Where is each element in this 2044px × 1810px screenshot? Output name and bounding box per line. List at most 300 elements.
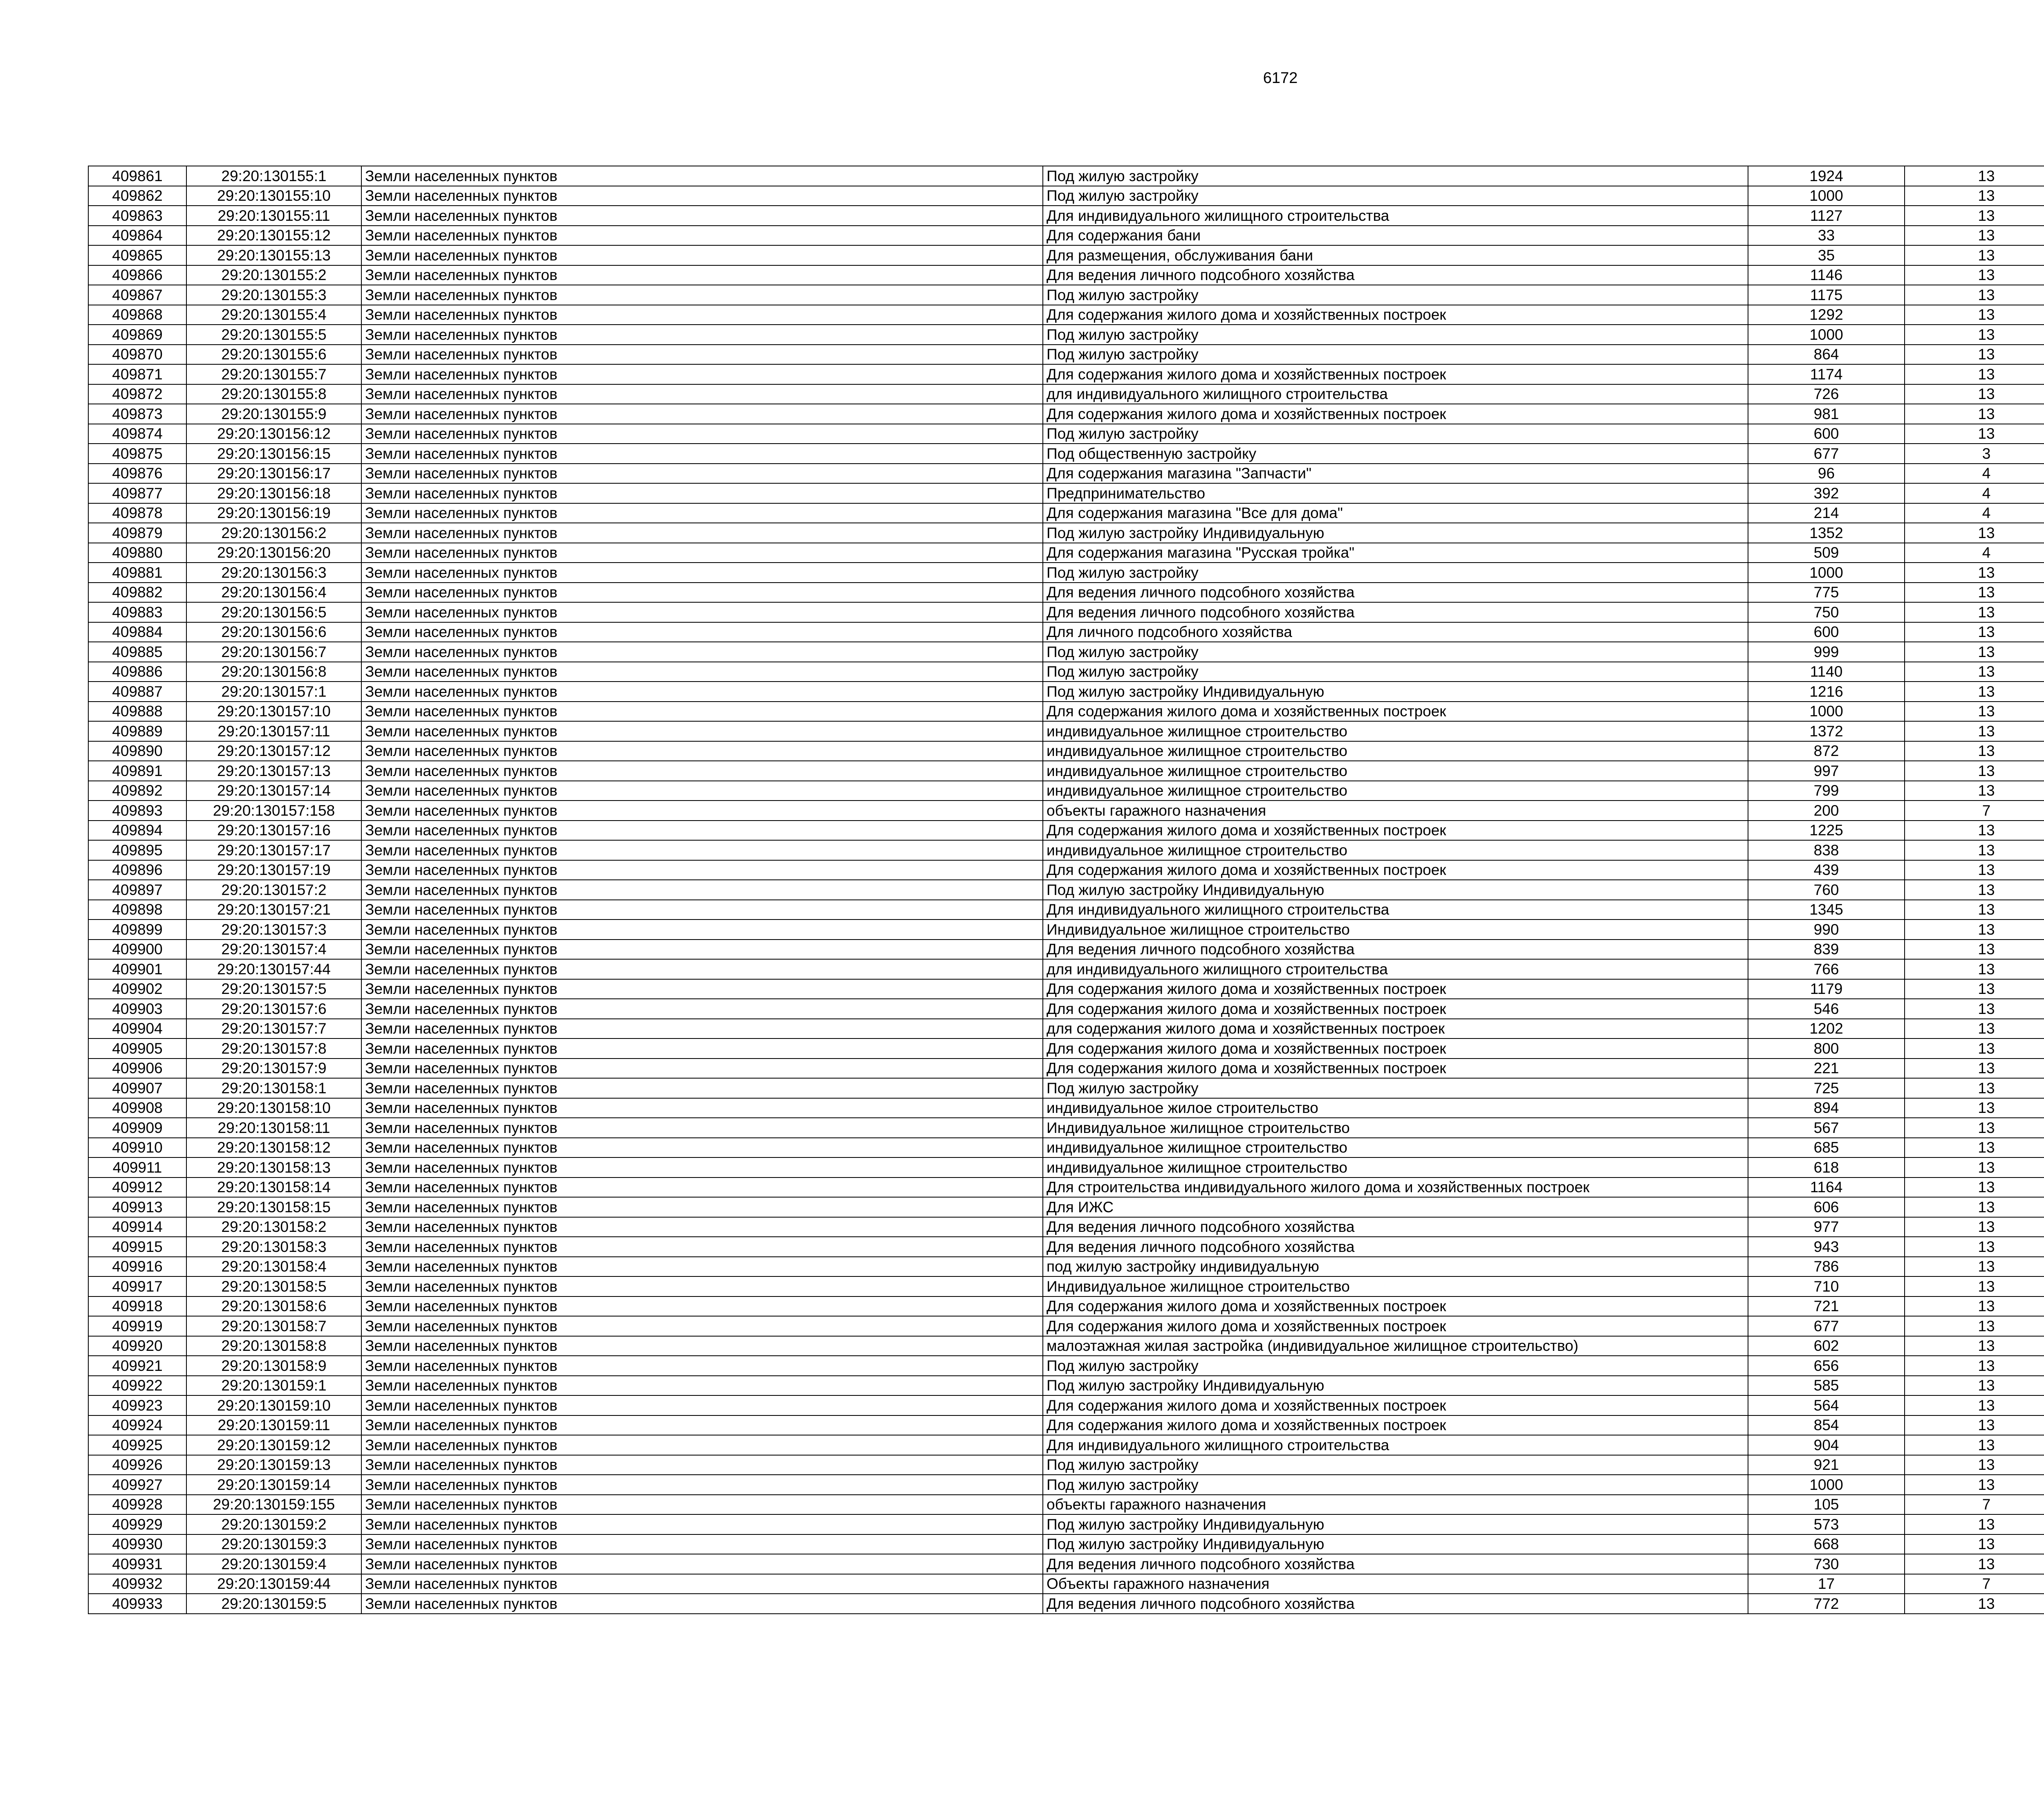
- group-cell: 13: [1905, 404, 2044, 424]
- area-cell: 1000: [1748, 1475, 1905, 1495]
- row-number-cell: 409889: [88, 721, 186, 741]
- land-category-cell: Земли населенных пунктов: [361, 404, 1043, 424]
- land-category-cell: Земли населенных пунктов: [361, 325, 1043, 345]
- group-cell: 13: [1905, 761, 2044, 781]
- permitted-use-cell: Предпринимательство: [1043, 483, 1748, 503]
- cadastral-number-cell: 29:20:130155:9: [186, 404, 361, 424]
- permitted-use-cell: индивидуальное жилищное строительство: [1043, 781, 1748, 801]
- group-cell: 4: [1905, 464, 2044, 484]
- land-category-cell: Земли населенных пунктов: [361, 1594, 1043, 1614]
- row-number-cell: 409886: [88, 662, 186, 682]
- cadastral-number-cell: 29:20:130157:4: [186, 940, 361, 960]
- row-number-cell: 409902: [88, 979, 186, 999]
- land-category-cell: Земли населенных пунктов: [361, 1257, 1043, 1277]
- cadastral-number-cell: 29:20:130159:13: [186, 1455, 361, 1475]
- row-number-cell: 409881: [88, 563, 186, 583]
- cadastral-number-cell: 29:20:130157:158: [186, 801, 361, 821]
- permitted-use-cell: Для ведения личного подсобного хозяйства: [1043, 1554, 1748, 1574]
- land-category-cell: Земли населенных пунктов: [361, 1514, 1043, 1534]
- cadastral-number-cell: 29:20:130158:3: [186, 1237, 361, 1257]
- table-row: [88, 702, 2044, 722]
- table-row: [88, 622, 2044, 642]
- area-cell: 921: [1748, 1455, 1905, 1475]
- row-number-cell: 409926: [88, 1455, 186, 1475]
- cadastral-number-cell: 29:20:130155:4: [186, 305, 361, 325]
- table-row: [88, 1078, 2044, 1098]
- area-cell: 990: [1748, 920, 1905, 940]
- land-category-cell: Земли населенных пунктов: [361, 305, 1043, 325]
- permitted-use-cell: Для личного подсобного хозяйства: [1043, 622, 1748, 642]
- row-number-cell: 409867: [88, 285, 186, 305]
- cadastral-number-cell: 29:20:130159:11: [186, 1415, 361, 1435]
- area-cell: 772: [1748, 1594, 1905, 1614]
- permitted-use-cell: индивидуальное жилищное строительство: [1043, 761, 1748, 781]
- row-number-cell: 409910: [88, 1138, 186, 1158]
- group-cell: 13: [1905, 1534, 2044, 1554]
- row-number-cell: 409915: [88, 1237, 186, 1257]
- row-number-cell: 409916: [88, 1257, 186, 1277]
- area-cell: 943: [1748, 1237, 1905, 1257]
- land-category-cell: Земли населенных пунктов: [361, 1059, 1043, 1079]
- row-number-cell: 409901: [88, 959, 186, 979]
- permitted-use-cell: для содержания жилого дома и хозяйственных построек: [1043, 1019, 1748, 1039]
- row-number-cell: 409866: [88, 265, 186, 285]
- row-number-cell: 409882: [88, 583, 186, 603]
- cadastral-number-cell: 29:20:130155:11: [186, 206, 361, 226]
- row-number-cell: 409872: [88, 384, 186, 404]
- group-cell: 13: [1905, 325, 2044, 345]
- area-cell: 1000: [1748, 563, 1905, 583]
- permitted-use-cell: Под жилую застройку: [1043, 325, 1748, 345]
- cadastral-number-cell: 29:20:130158:9: [186, 1356, 361, 1376]
- row-number-cell: 409909: [88, 1118, 186, 1138]
- area-cell: 392: [1748, 483, 1905, 503]
- group-cell: 4: [1905, 503, 2044, 523]
- permitted-use-cell: Под жилую застройку Индивидуальную: [1043, 1534, 1748, 1554]
- land-category-cell: Земли населенных пунктов: [361, 285, 1043, 305]
- group-cell: 13: [1905, 900, 2044, 920]
- area-cell: 656: [1748, 1356, 1905, 1376]
- row-number-cell: 409913: [88, 1197, 186, 1217]
- row-number-cell: 409862: [88, 186, 186, 206]
- table-row: [88, 1257, 2044, 1277]
- permitted-use-cell: Индивидуальное жилищное строительство: [1043, 1276, 1748, 1296]
- permitted-use-cell: Для ведения личного подсобного хозяйства: [1043, 583, 1748, 603]
- land-category-cell: Земли населенных пунктов: [361, 781, 1043, 801]
- area-cell: 799: [1748, 781, 1905, 801]
- area-cell: 33: [1748, 226, 1905, 246]
- area-cell: 872: [1748, 741, 1905, 761]
- land-category-cell: Земли населенных пунктов: [361, 345, 1043, 365]
- cadastral-number-cell: 29:20:130158:8: [186, 1336, 361, 1356]
- row-number-cell: 409875: [88, 444, 186, 464]
- group-cell: 13: [1905, 186, 2044, 206]
- table-row: [88, 1276, 2044, 1296]
- area-cell: 786: [1748, 1257, 1905, 1277]
- permitted-use-cell: Для содержания магазина "Запчасти": [1043, 464, 1748, 484]
- permitted-use-cell: Для содержания жилого дома и хозяйственных построек: [1043, 364, 1748, 384]
- group-cell: 13: [1905, 1276, 2044, 1296]
- row-number-cell: 409906: [88, 1059, 186, 1079]
- land-category-cell: Земли населенных пунктов: [361, 166, 1043, 186]
- land-category-cell: Земли населенных пунктов: [361, 186, 1043, 206]
- land-category-cell: Земли населенных пунктов: [361, 1495, 1043, 1515]
- permitted-use-cell: Для строительства индивидуального жилого дома и хозяйственных построек: [1043, 1178, 1748, 1198]
- group-cell: 13: [1905, 265, 2044, 285]
- cadastral-number-cell: 29:20:130155:13: [186, 245, 361, 265]
- row-number-cell: 409900: [88, 940, 186, 960]
- area-cell: 685: [1748, 1138, 1905, 1158]
- cadastral-number-cell: 29:20:130158:6: [186, 1296, 361, 1317]
- row-number-cell: 409931: [88, 1554, 186, 1574]
- row-number-cell: 409873: [88, 404, 186, 424]
- area-cell: 800: [1748, 1038, 1905, 1059]
- area-cell: 839: [1748, 940, 1905, 960]
- row-number-cell: 409897: [88, 880, 186, 900]
- table-row: [88, 543, 2044, 563]
- row-number-cell: 409879: [88, 523, 186, 543]
- land-category-cell: Земли населенных пунктов: [361, 1157, 1043, 1178]
- area-cell: 997: [1748, 761, 1905, 781]
- row-number-cell: 409919: [88, 1316, 186, 1336]
- row-number-cell: 409888: [88, 702, 186, 722]
- cadastral-number-cell: 29:20:130157:9: [186, 1059, 361, 1079]
- cadastral-number-cell: 29:20:130159:12: [186, 1435, 361, 1455]
- cadastral-number-cell: 29:20:130155:2: [186, 265, 361, 285]
- group-cell: 13: [1905, 1356, 2044, 1376]
- area-cell: 600: [1748, 622, 1905, 642]
- group-cell: 7: [1905, 801, 2044, 821]
- land-category-cell: Земли населенных пунктов: [361, 622, 1043, 642]
- table-row: [88, 444, 2044, 464]
- table-row: [88, 1395, 2044, 1415]
- row-number-cell: 409920: [88, 1336, 186, 1356]
- permitted-use-cell: Для ведения личного подсобного хозяйства: [1043, 1594, 1748, 1614]
- permitted-use-cell: Под жилую застройку: [1043, 1078, 1748, 1098]
- area-cell: 668: [1748, 1534, 1905, 1554]
- group-cell: 13: [1905, 642, 2044, 662]
- land-category-cell: Земли населенных пунктов: [361, 1435, 1043, 1455]
- cadastral-number-cell: 29:20:130156:20: [186, 543, 361, 563]
- area-cell: 573: [1748, 1514, 1905, 1534]
- permitted-use-cell: индивидуальное жилищное строительство: [1043, 721, 1748, 741]
- land-category-cell: Земли населенных пунктов: [361, 523, 1043, 543]
- group-cell: 13: [1905, 721, 2044, 741]
- row-number-cell: 409895: [88, 840, 186, 860]
- permitted-use-cell: Для ведения личного подсобного хозяйства: [1043, 1217, 1748, 1237]
- group-cell: 13: [1905, 583, 2044, 603]
- page-number: 6172: [1263, 70, 1298, 87]
- area-cell: 1174: [1748, 364, 1905, 384]
- table-row: [88, 563, 2044, 583]
- land-category-cell: Земли населенных пунктов: [361, 503, 1043, 523]
- row-number-cell: 409894: [88, 821, 186, 841]
- permitted-use-cell: Под жилую застройку: [1043, 563, 1748, 583]
- table-row: [88, 1237, 2044, 1257]
- cadastral-number-cell: 29:20:130157:13: [186, 761, 361, 781]
- table-row: [88, 602, 2044, 622]
- permitted-use-cell: Для содержания жилого дома и хозяйственных построек: [1043, 979, 1748, 999]
- table-row: [88, 424, 2044, 444]
- cadastral-number-cell: 29:20:130158:10: [186, 1098, 361, 1118]
- area-cell: 838: [1748, 840, 1905, 860]
- row-number-cell: 409876: [88, 464, 186, 484]
- land-category-cell: Земли населенных пунктов: [361, 1178, 1043, 1198]
- cadastral-number-cell: 29:20:130155:1: [186, 166, 361, 186]
- group-cell: 13: [1905, 1098, 2044, 1118]
- group-cell: 13: [1905, 821, 2044, 841]
- group-cell: 13: [1905, 662, 2044, 682]
- permitted-use-cell: Для индивидуального жилищного строительства: [1043, 206, 1748, 226]
- permitted-use-cell: Для ведения личного подсобного хозяйства: [1043, 602, 1748, 622]
- group-cell: 13: [1905, 245, 2044, 265]
- cadastral-number-cell: 29:20:130155:12: [186, 226, 361, 246]
- permitted-use-cell: Под жилую застройку: [1043, 1455, 1748, 1475]
- row-number-cell: 409877: [88, 483, 186, 503]
- table-row: [88, 662, 2044, 682]
- land-category-cell: Земли населенных пунктов: [361, 1336, 1043, 1356]
- cadastral-number-cell: 29:20:130157:19: [186, 860, 361, 880]
- row-number-cell: 409870: [88, 345, 186, 365]
- table-row: [88, 900, 2044, 920]
- permitted-use-cell: индивидуальное жилищное строительство: [1043, 1157, 1748, 1178]
- land-category-cell: Земли населенных пунктов: [361, 1019, 1043, 1039]
- permitted-use-cell: для индивидуального жилищного строительства: [1043, 384, 1748, 404]
- permitted-use-cell: Для содержания жилого дома и хозяйственных построек: [1043, 1316, 1748, 1336]
- land-category-cell: Земли населенных пунктов: [361, 1316, 1043, 1336]
- table-row: [88, 1495, 2044, 1515]
- table-row: [88, 1455, 2044, 1475]
- group-cell: 13: [1905, 1514, 2044, 1534]
- row-number-cell: 409899: [88, 920, 186, 940]
- permitted-use-cell: Для содержания магазина "Русская тройка": [1043, 543, 1748, 563]
- group-cell: 13: [1905, 959, 2044, 979]
- group-cell: 13: [1905, 1257, 2044, 1277]
- table-row: [88, 1178, 2044, 1198]
- area-cell: 585: [1748, 1376, 1905, 1396]
- group-cell: 13: [1905, 1059, 2044, 1079]
- permitted-use-cell: индивидуальное жилищное строительство: [1043, 840, 1748, 860]
- permitted-use-cell: индивидуальное жилое строительство: [1043, 1098, 1748, 1118]
- table-row: [88, 1296, 2044, 1317]
- cadastral-number-cell: 29:20:130157:12: [186, 741, 361, 761]
- table-row: [88, 1356, 2044, 1376]
- cadastral-number-cell: 29:20:130156:2: [186, 523, 361, 543]
- row-number-cell: 409885: [88, 642, 186, 662]
- cadastral-number-cell: 29:20:130157:8: [186, 1038, 361, 1059]
- permitted-use-cell: Под общественную застройку: [1043, 444, 1748, 464]
- table-row: [88, 1138, 2044, 1158]
- table-row: [88, 166, 2044, 186]
- cadastral-number-cell: 29:20:130155:3: [186, 285, 361, 305]
- table-row: [88, 1594, 2044, 1614]
- row-number-cell: 409892: [88, 781, 186, 801]
- land-category-cell: Земли населенных пунктов: [361, 1376, 1043, 1396]
- land-category-cell: Земли населенных пунктов: [361, 1078, 1043, 1098]
- group-cell: 13: [1905, 206, 2044, 226]
- area-cell: 1216: [1748, 682, 1905, 702]
- row-number-cell: 409874: [88, 424, 186, 444]
- land-category-cell: Земли населенных пунктов: [361, 1455, 1043, 1475]
- area-cell: 1372: [1748, 721, 1905, 741]
- group-cell: 13: [1905, 285, 2044, 305]
- table-row: [88, 1019, 2044, 1039]
- table-row: [88, 761, 2044, 781]
- permitted-use-cell: Под жилую застройку: [1043, 424, 1748, 444]
- land-category-cell: Земли населенных пунктов: [361, 1197, 1043, 1217]
- land-category-cell: Земли населенных пунктов: [361, 602, 1043, 622]
- row-number-cell: 409928: [88, 1495, 186, 1515]
- group-cell: 13: [1905, 1019, 2044, 1039]
- land-category-cell: Земли населенных пунктов: [361, 364, 1043, 384]
- group-cell: 13: [1905, 1395, 2044, 1415]
- cadastral-number-cell: 29:20:130156:15: [186, 444, 361, 464]
- group-cell: 13: [1905, 1237, 2044, 1257]
- land-category-cell: Земли населенных пунктов: [361, 1237, 1043, 1257]
- permitted-use-cell: Под жилую застройку: [1043, 642, 1748, 662]
- area-cell: 894: [1748, 1098, 1905, 1118]
- cadastral-number-cell: 29:20:130157:6: [186, 999, 361, 1019]
- group-cell: 13: [1905, 999, 2044, 1019]
- table-row: [88, 226, 2044, 246]
- land-category-cell: Земли населенных пунктов: [361, 1276, 1043, 1296]
- area-cell: 864: [1748, 345, 1905, 365]
- group-cell: 13: [1905, 1336, 2044, 1356]
- table-row: [88, 979, 2044, 999]
- cadastral-number-cell: 29:20:130158:5: [186, 1276, 361, 1296]
- group-cell: 13: [1905, 1038, 2044, 1059]
- table-row: [88, 1118, 2044, 1138]
- cadastral-number-cell: 29:20:130158:2: [186, 1217, 361, 1237]
- table-row: [88, 1059, 2044, 1079]
- cadastral-number-cell: 29:20:130158:15: [186, 1197, 361, 1217]
- table-row: [88, 1376, 2044, 1396]
- row-number-cell: 409905: [88, 1038, 186, 1059]
- area-cell: 618: [1748, 1157, 1905, 1178]
- table-row: [88, 801, 2044, 821]
- permitted-use-cell: Для ведения личного подсобного хозяйства: [1043, 1237, 1748, 1257]
- land-category-cell: Земли населенных пунктов: [361, 940, 1043, 960]
- table-row: [88, 206, 2044, 226]
- area-cell: 1352: [1748, 523, 1905, 543]
- cadastral-number-cell: 29:20:130156:8: [186, 662, 361, 682]
- permitted-use-cell: Для размещения, обслуживания бани: [1043, 245, 1748, 265]
- area-cell: 775: [1748, 583, 1905, 603]
- table-row: [88, 1197, 2044, 1217]
- group-cell: 13: [1905, 880, 2044, 900]
- group-cell: 13: [1905, 1554, 2044, 1574]
- land-category-cell: Земли населенных пунктов: [361, 741, 1043, 761]
- land-category-cell: Земли населенных пунктов: [361, 920, 1043, 940]
- group-cell: 13: [1905, 563, 2044, 583]
- row-number-cell: 409871: [88, 364, 186, 384]
- table-row: [88, 1415, 2044, 1435]
- cadastral-number-cell: 29:20:130156:4: [186, 583, 361, 603]
- table-row: [88, 1098, 2044, 1118]
- area-cell: 35: [1748, 245, 1905, 265]
- row-number-cell: 409927: [88, 1475, 186, 1495]
- area-cell: 726: [1748, 384, 1905, 404]
- land-category-cell: Земли населенных пунктов: [361, 1356, 1043, 1376]
- group-cell: 13: [1905, 384, 2044, 404]
- land-category-cell: Земли населенных пунктов: [361, 801, 1043, 821]
- area-cell: 999: [1748, 642, 1905, 662]
- row-number-cell: 409921: [88, 1356, 186, 1376]
- permitted-use-cell: для индивидуального жилищного строительства: [1043, 959, 1748, 979]
- area-cell: 677: [1748, 444, 1905, 464]
- cadastral-number-cell: 29:20:130157:1: [186, 682, 361, 702]
- area-cell: 1225: [1748, 821, 1905, 841]
- land-category-cell: Земли населенных пунктов: [361, 1395, 1043, 1415]
- cadastral-number-cell: 29:20:130157:3: [186, 920, 361, 940]
- table-row: [88, 781, 2044, 801]
- group-cell: 13: [1905, 622, 2044, 642]
- group-cell: 13: [1905, 979, 2044, 999]
- permitted-use-cell: Под жилую застройку: [1043, 166, 1748, 186]
- table-row: [88, 523, 2044, 543]
- land-category-cell: Земли населенных пунктов: [361, 226, 1043, 246]
- cadastral-number-cell: 29:20:130159:10: [186, 1395, 361, 1415]
- group-cell: 13: [1905, 1594, 2044, 1614]
- permitted-use-cell: Индивидуальное жилищное строительство: [1043, 920, 1748, 940]
- area-cell: 221: [1748, 1059, 1905, 1079]
- permitted-use-cell: Для содержания жилого дома и хозяйственных построек: [1043, 821, 1748, 841]
- cadastral-number-cell: 29:20:130158:12: [186, 1138, 361, 1158]
- land-category-cell: Земли населенных пунктов: [361, 1415, 1043, 1435]
- area-cell: 1202: [1748, 1019, 1905, 1039]
- group-cell: 3: [1905, 444, 2044, 464]
- area-cell: 750: [1748, 602, 1905, 622]
- row-number-cell: 409911: [88, 1157, 186, 1178]
- table-row: [88, 1157, 2044, 1178]
- permitted-use-cell: Для ИЖС: [1043, 1197, 1748, 1217]
- group-cell: 13: [1905, 226, 2044, 246]
- row-number-cell: 409883: [88, 602, 186, 622]
- area-cell: 96: [1748, 464, 1905, 484]
- permitted-use-cell: Под жилую застройку Индивидуальную: [1043, 880, 1748, 900]
- area-cell: 200: [1748, 801, 1905, 821]
- area-cell: 439: [1748, 860, 1905, 880]
- permitted-use-cell: Под жилую застройку: [1043, 1475, 1748, 1495]
- cadastral-number-cell: 29:20:130158:7: [186, 1316, 361, 1336]
- permitted-use-cell: Для индивидуального жилищного строительства: [1043, 900, 1748, 920]
- area-cell: 1164: [1748, 1178, 1905, 1198]
- table-row: [88, 245, 2044, 265]
- table-row: [88, 503, 2044, 523]
- permitted-use-cell: Для содержания жилого дома и хозяйственных построек: [1043, 1415, 1748, 1435]
- area-cell: 1000: [1748, 702, 1905, 722]
- permitted-use-cell: Для содержания магазина "Все для дома": [1043, 503, 1748, 523]
- land-category-cell: Земли населенных пунктов: [361, 999, 1043, 1019]
- permitted-use-cell: Для ведения личного подсобного хозяйства: [1043, 265, 1748, 285]
- table-row: [88, 1316, 2044, 1336]
- land-category-cell: Земли населенных пунктов: [361, 206, 1043, 226]
- area-cell: 214: [1748, 503, 1905, 523]
- group-cell: 13: [1905, 1197, 2044, 1217]
- land-category-cell: Земли населенных пунктов: [361, 384, 1043, 404]
- table-row: [88, 1514, 2044, 1534]
- table-row: [88, 186, 2044, 206]
- land-category-cell: Земли населенных пунктов: [361, 424, 1043, 444]
- land-category-cell: Земли населенных пунктов: [361, 583, 1043, 603]
- land-category-cell: Земли населенных пунктов: [361, 245, 1043, 265]
- row-number-cell: 409930: [88, 1534, 186, 1554]
- cadastral-number-cell: 29:20:130158:4: [186, 1257, 361, 1277]
- group-cell: 13: [1905, 305, 2044, 325]
- permitted-use-cell: Для ведения личного подсобного хозяйства: [1043, 940, 1748, 960]
- land-category-cell: Земли населенных пунктов: [361, 682, 1043, 702]
- row-number-cell: 409880: [88, 543, 186, 563]
